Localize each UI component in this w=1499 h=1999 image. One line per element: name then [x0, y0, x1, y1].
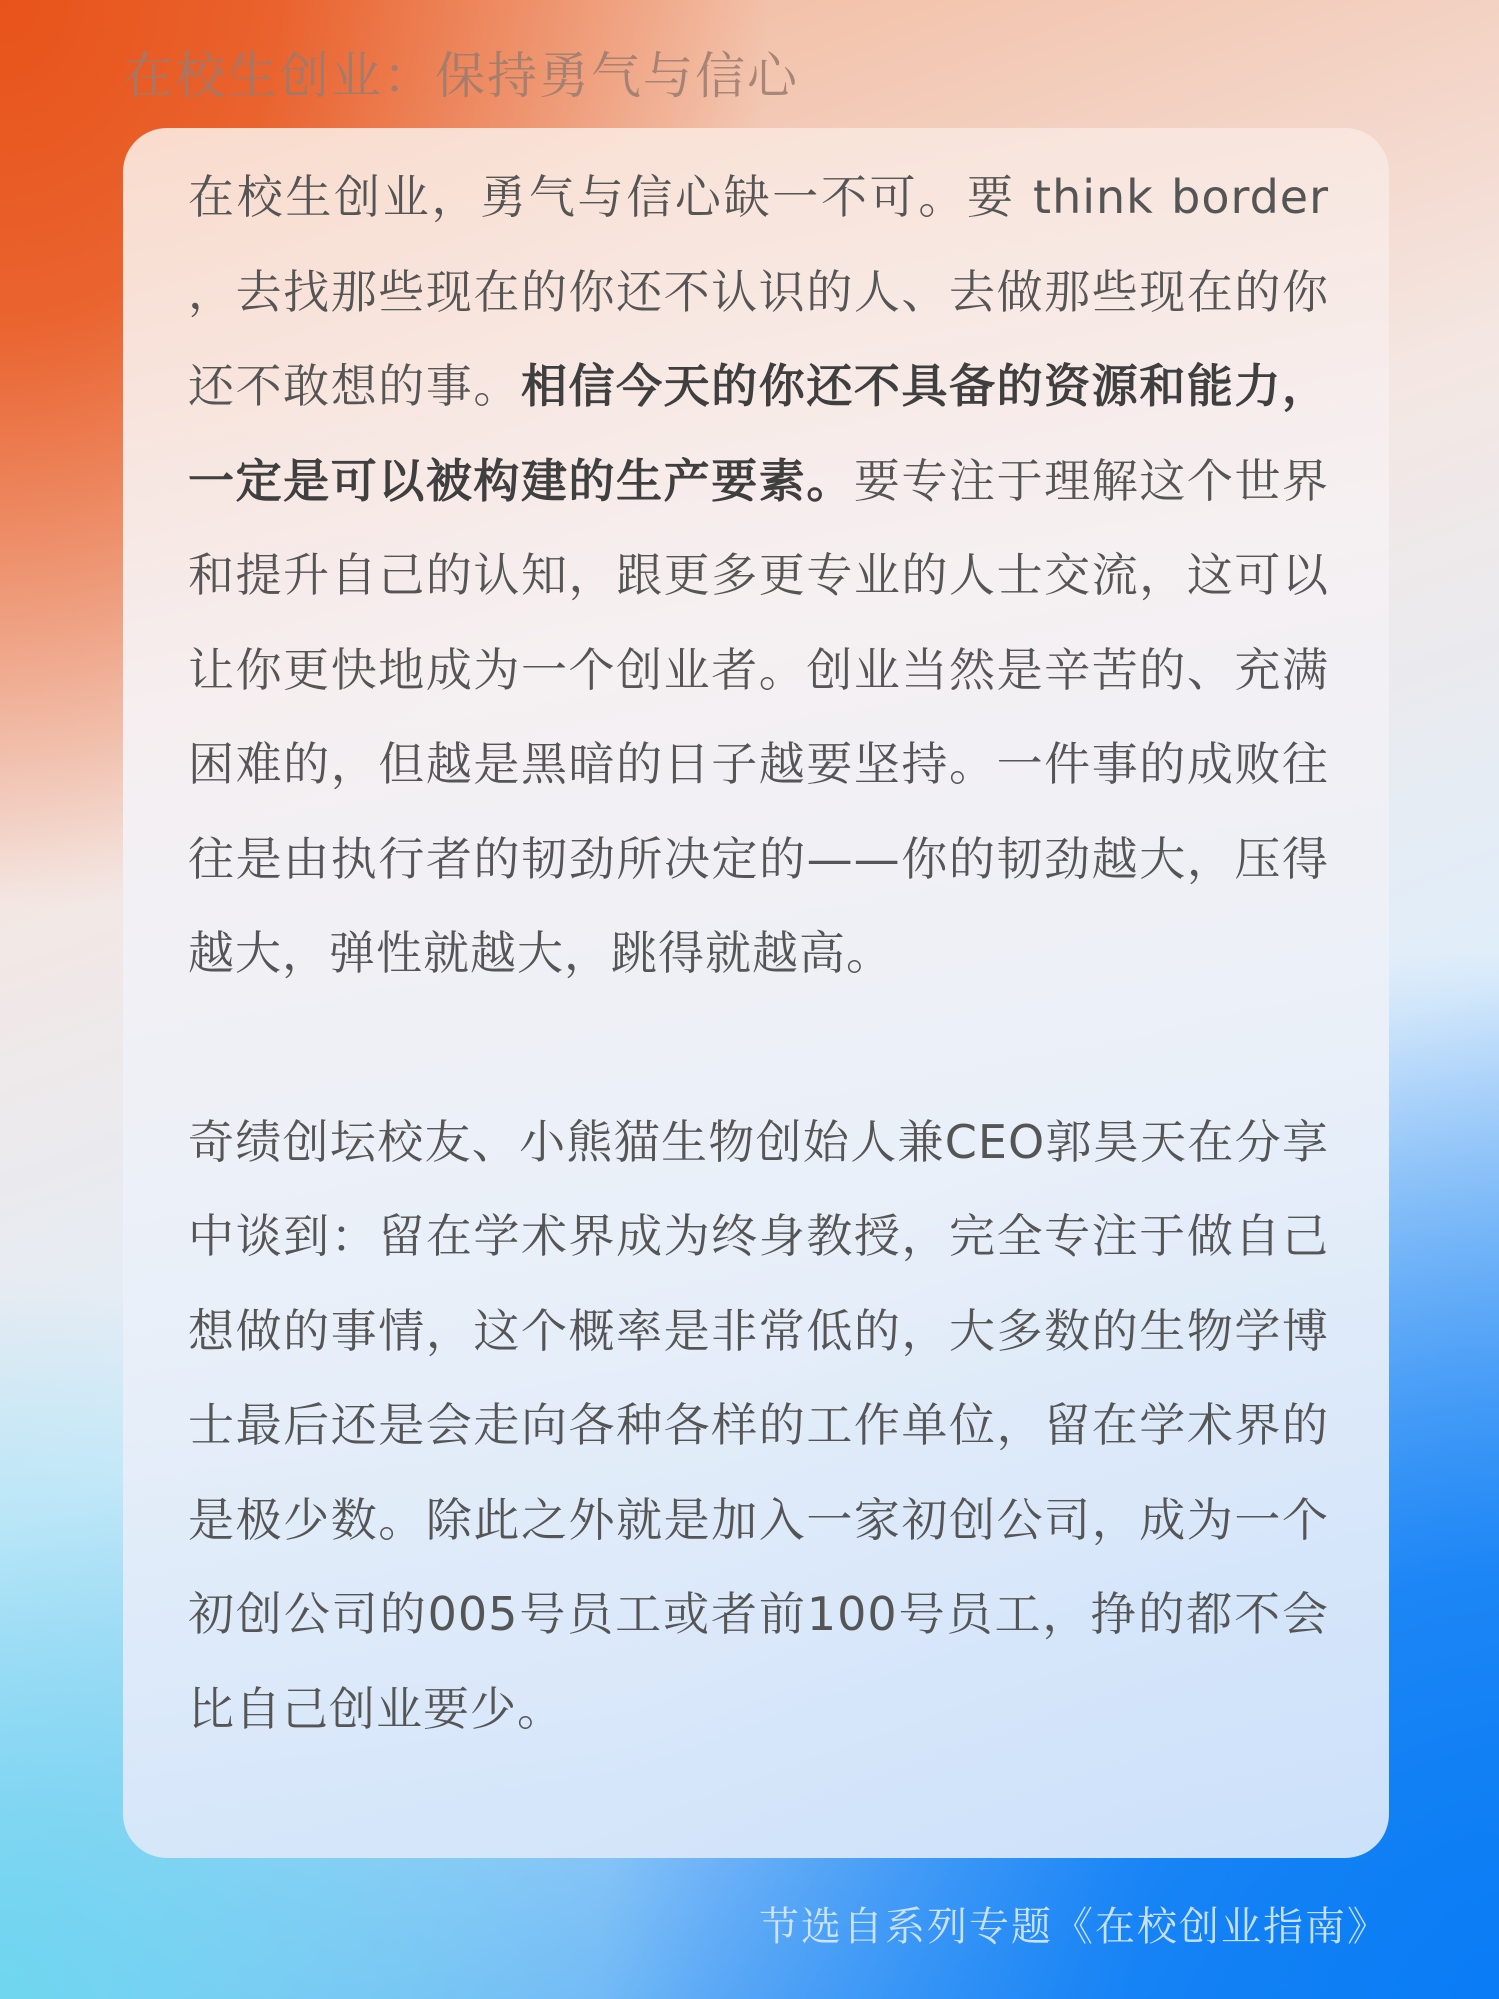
- quote-card: [123, 128, 1389, 1858]
- paragraph-2: 奇绩创坛校友、小熊猫生物创始人兼CEO郭昊天在分享中谈到：留在学术界成为终身教授，完全专注于做自己想做的事情，这个概率是非常低的，大多数的生物学博士最后还是会走向各种各样的工作单位，留在学术界的是极少数。除此之外就是加入一家初创公司，成为一个初创公司的005号员工或者前100号员工，挣的都不会比自己创业要少。: [188, 1114, 1329, 1736]
- source-caption: 节选自系列专题《在校创业指南》: [759, 1904, 1389, 1950]
- paragraph-1-lead: 在校生创业，勇气与信心缺一不可。要 think border ，去找那些现在的你还不认识的人、去做那些现在的你还不敢想的事。: [188, 170, 1329, 413]
- paragraph-1-highlight: 相信今天的你还不具备的资源和能力，一定是可以被构建的生产要素。: [188, 359, 1330, 508]
- paragraph-spacer: [188, 1001, 1329, 1095]
- paragraph-1-tail: 要专注于理解这个世界和提升自己的认知，跟更多更专业的人士交流，这可以让你更快地成为一个创业者。创业当然是辛苦的、充满困难的，但越是黑暗的日子越要坚持。一件事的成败往往是由执行者的韧劲所决定的——你的韧劲越大，压得越大，弹性就越大，跳得就越高。: [188, 453, 1330, 980]
- page-title: 在校生创业：保持勇气与信心: [123, 47, 799, 105]
- paragraph-1: [188, 150, 1329, 1001]
